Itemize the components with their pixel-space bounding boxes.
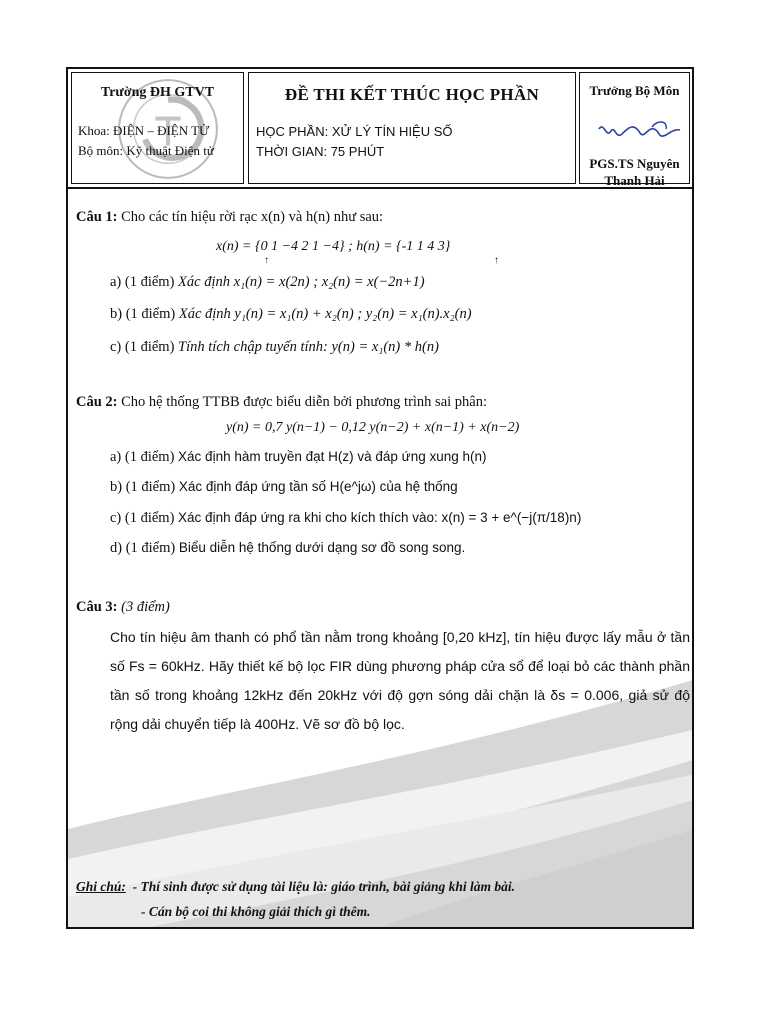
question-2-label: Câu 2: bbox=[76, 394, 118, 410]
exam-duration: THỜI GIAN: 75 PHÚT bbox=[256, 144, 385, 159]
question-1b: b) (1 điểm) Xác định y₁(n) = x₁(n) + x₂(n) ; y₂(n) = x₁(n).x₂(n) bbox=[110, 306, 472, 322]
question-2b: b) (1 điểm) Xác định đáp ứng tần số H(e^jω) của hệ thống bbox=[110, 479, 458, 495]
title-cell bbox=[248, 72, 576, 184]
school-cell bbox=[71, 72, 244, 184]
question-1a: a) (1 điểm) Xác định x₁(n) = x(2n) ; x₂(n) = x(−2n+1) bbox=[110, 274, 425, 290]
question-1-signals: x(n) = {0 1 −4 2 1 −4} ; h(n) = {-1 1 4 3} bbox=[216, 239, 451, 254]
note-line-1: Ghi chú: - Thí sinh được sử dụng tài liệu là: giáo trình, bài giảng khi làm bài. bbox=[76, 879, 516, 894]
exam-sheet bbox=[66, 67, 694, 929]
exam-header bbox=[68, 69, 692, 189]
origin-arrow-h: ↑ bbox=[494, 255, 499, 266]
department-label: Bộ môn: Kỹ thuật Điện tử bbox=[78, 143, 214, 158]
question-2a: a) (1 điểm) Xác định hàm truyền đạt H(z) và đáp ứng xung h(n) bbox=[110, 449, 487, 465]
question-2c: c) (1 điểm) Xác định đáp ứng ra khi cho kích thích vào: x(n) = 3 + e^(−j(π/18)n) bbox=[110, 510, 582, 526]
background-swoosh bbox=[68, 69, 694, 929]
question-3-heading: Câu 3: (3 điểm) bbox=[76, 599, 170, 615]
question-1c: c) (1 điểm) Tính tích chập tuyến tính: y(n) = x₁(n) * h(n) bbox=[110, 339, 439, 355]
question-3-paragraph: Cho tín hiệu âm thanh có phổ tần nằm trong khoảng [0,20 kHz], tín hiệu được lấy mẫu ở tần số Fs = 60kHz. Hãy thiết kế bộ lọc FIR dùng phương pháp cửa sổ để loại bỏ các thành phần tần số trong khoảng 12kHz đến 20kHz với độ gợn sóng dải chặn là δs = 0.006, giả sử độ rộng dải chuyển tiếp là 400Hz. Vẽ sơ đồ bộ lọc. bbox=[110, 629, 690, 732]
handwritten-signature bbox=[596, 113, 682, 149]
head-of-department-name: PGS.TS Nguyên Thanh Hải bbox=[589, 156, 680, 188]
school-name: Trường ĐH GTVT bbox=[100, 85, 215, 100]
note-line-2: - Cán bộ coi thi không giải thích gì thêm. bbox=[141, 904, 371, 919]
approval-cell bbox=[579, 72, 690, 188]
note-label: Ghi chú: bbox=[76, 879, 126, 894]
course-name: HỌC PHẦN: XỬ LÝ TÍN HIỆU SỐ bbox=[256, 124, 453, 139]
question-3-label: Câu 3: bbox=[76, 599, 118, 615]
head-of-department-label: Trưởng Bộ Môn bbox=[589, 83, 680, 98]
exam-title: ĐỀ THI KẾT THÚC HỌC PHẦN bbox=[284, 85, 540, 104]
faculty-label: Khoa: ĐIỆN – ĐIỆN TỬ bbox=[78, 123, 210, 138]
question-1-intro: Câu 1: Cho các tín hiệu rời rạc x(n) và h(n) như sau: bbox=[76, 209, 384, 225]
question-1-label: Câu 1: bbox=[76, 209, 118, 225]
origin-arrow-x: ↑ bbox=[264, 255, 269, 266]
difference-equation: y(n) = 0,7 y(n−1) − 0,12 y(n−2) + x(n−1) + x(n−2) bbox=[226, 420, 520, 435]
question-2-intro: Câu 2: Cho hệ thống TTBB được biểu diễn bởi phương trình sai phân: bbox=[76, 394, 488, 410]
question-2d: d) (1 điểm) Biểu diễn hệ thống dưới dạng sơ đồ song song. bbox=[110, 540, 466, 556]
